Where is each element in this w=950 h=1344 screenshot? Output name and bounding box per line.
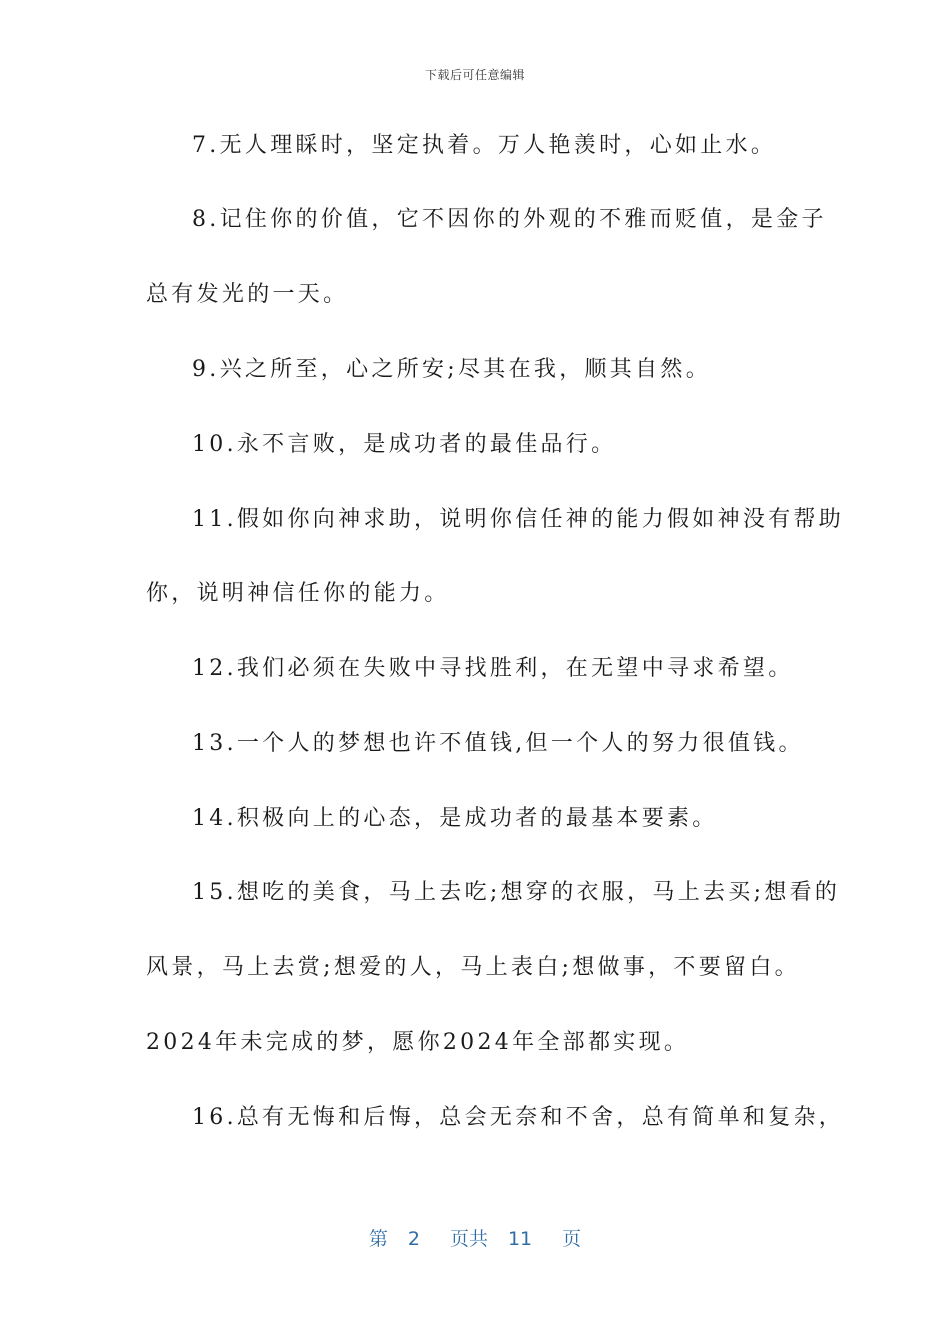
paragraph-line: 13.一个人的梦想也许不值钱,但一个人的努力很值钱。 [192,731,804,756]
paragraph-line: 你，说明神信任你的能力。 [146,581,450,606]
paragraph-line: 16.总有无悔和后悔，总会无奈和不舍，总有简单和复杂， [192,1105,845,1130]
paragraph-line: 12.我们必须在失败中寻找胜利，在无望中寻求希望。 [192,656,794,681]
paragraph-line: 11.假如你向神求助，说明你信任神的能力假如神没有帮助 [192,507,845,532]
paragraph-line: 14.积极向上的心态，是成功者的最基本要素。 [192,806,718,831]
paragraph-line: 8.记住你的价值，它不因你的外观的不雅而贬值，是金子 [192,207,827,232]
header-note: 下载后可任意编辑 [424,68,525,82]
page-mid: 页共 [449,1228,488,1250]
paragraph-line: 15.想吃的美食，马上去吃;想穿的衣服，马上去买;想看的 [192,880,841,905]
paragraph-line: 总有发光的一天。 [146,282,349,307]
page-prefix: 第 [368,1228,388,1250]
page-suffix: 页 [562,1228,582,1250]
paragraph-line: 10.永不言败，是成功者的最佳品行。 [192,432,617,457]
page-number-footer [0,1224,950,1251]
paragraph-line: 7.无人理睬时，坚定执着。万人艳羡时，心如止水。 [192,133,777,158]
page-total: 11 [507,1228,533,1250]
paragraph-line: 2024年未完成的梦，愿你2024年全部都实现。 [146,1030,690,1055]
paragraph-line: 9.兴之所至，心之所安;尽其在我，顺其自然。 [192,357,712,382]
page-current: 2 [407,1228,420,1250]
paragraph-line: 风景，马上去赏;想爱的人，马上表白;想做事，不要留白。 [146,955,800,980]
